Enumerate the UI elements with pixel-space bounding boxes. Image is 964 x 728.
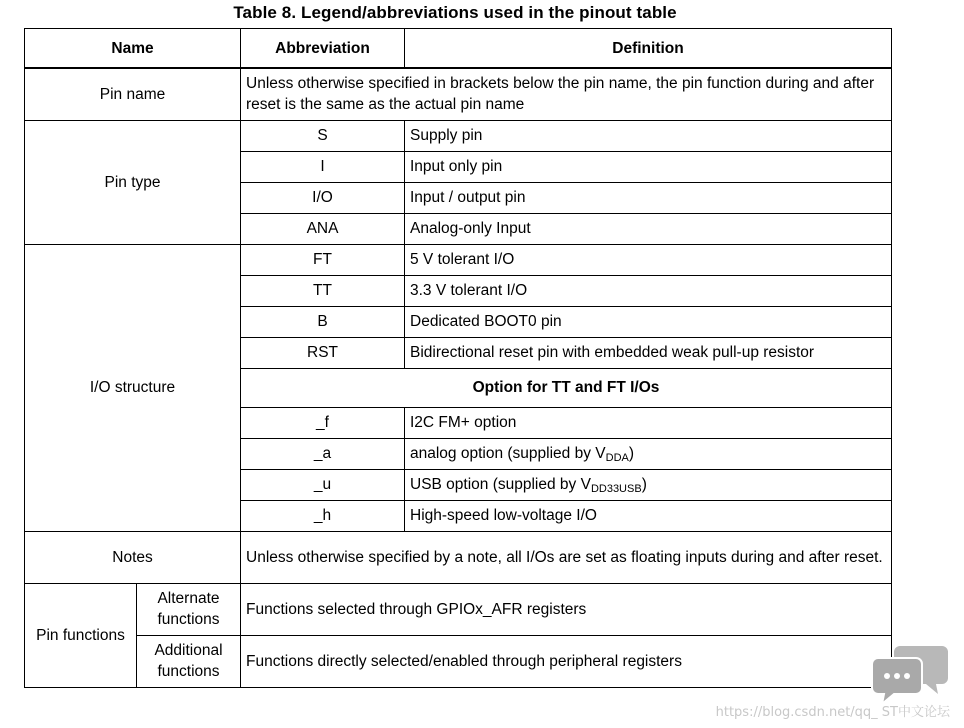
row-name-notes: Notes <box>25 531 241 583</box>
definition-text: USB option (supplied by V <box>410 476 591 493</box>
abbr-cell: _a <box>241 438 405 469</box>
chat-bubbles-icon <box>870 644 950 706</box>
option-header: Option for TT and FT I/Os <box>241 368 892 407</box>
sub-name-cell: Alternate functions <box>137 583 241 635</box>
abbr-cell: ANA <box>241 213 405 244</box>
definition-cell <box>405 469 892 500</box>
row-name-pin-functions: Pin functions <box>25 583 137 687</box>
row-name-io-structure: I/O structure <box>25 244 241 531</box>
abbr-cell: S <box>241 120 405 151</box>
subscript: DDA <box>605 452 629 464</box>
notes-definition: Unless otherwise specified by a note, all I/Os are set as floating inputs during and after reset. <box>241 531 892 583</box>
abbr-cell: B <box>241 306 405 337</box>
table-header-row <box>25 29 892 69</box>
definition-cell: High-speed low-voltage I/O <box>405 500 892 531</box>
header-abbreviation: Abbreviation <box>241 29 405 69</box>
definition-cell: 3.3 V tolerant I/O <box>405 275 892 306</box>
definition-cell: Functions directly selected/enabled through peripheral registers <box>241 635 892 687</box>
definition-text: ) <box>641 476 647 493</box>
table-row <box>25 583 892 635</box>
definition-cell: 5 V tolerant I/O <box>405 244 892 275</box>
table-row <box>25 68 892 120</box>
header-name: Name <box>25 29 241 69</box>
subscript: DD33USB <box>590 483 642 495</box>
row-name-pin-name: Pin name <box>25 68 241 120</box>
table-title: Table 8. Legend/abbreviations used in the pinout table <box>233 3 677 22</box>
watermark-text: https://blog.csdn.net/qq_ ST中文论坛 <box>715 705 950 720</box>
abbr-cell: RST <box>241 337 405 368</box>
definition-text: ) <box>628 445 635 462</box>
definition-cell: Input / output pin <box>405 182 892 213</box>
abbr-cell: FT <box>241 244 405 275</box>
table-row <box>25 531 892 583</box>
table-row <box>25 244 892 275</box>
abbr-cell: _h <box>241 500 405 531</box>
definition-cell <box>405 438 892 469</box>
abbr-cell: _f <box>241 407 405 438</box>
definition-cell: Bidirectional reset pin with embedded weak pull-up resistor <box>405 337 892 368</box>
definition-cell: Analog-only Input <box>405 213 892 244</box>
abbr-cell: I <box>241 151 405 182</box>
definition-cell: Functions selected through GPIOx_AFR registers <box>241 583 892 635</box>
pin-name-definition: Unless otherwise specified in brackets below the pin name, the pin function during and after reset is the same as the actual pin name <box>241 68 892 120</box>
row-name-pin-type: Pin type <box>25 120 241 244</box>
definition-cell: Dedicated BOOT0 pin <box>405 306 892 337</box>
definition-cell: I2C FM+ option <box>405 407 892 438</box>
pinout-legend-table <box>24 28 892 688</box>
watermark <box>708 644 958 724</box>
definition-cell: Supply pin <box>405 120 892 151</box>
abbr-cell: TT <box>241 275 405 306</box>
definition-cell: Input only pin <box>405 151 892 182</box>
sub-name-cell: Additional functions <box>137 635 241 687</box>
abbr-cell: I/O <box>241 182 405 213</box>
abbr-cell: _u <box>241 469 405 500</box>
table-row <box>25 120 892 151</box>
definition-text: analog option (supplied by V <box>410 445 606 462</box>
header-definition: Definition <box>405 29 892 69</box>
